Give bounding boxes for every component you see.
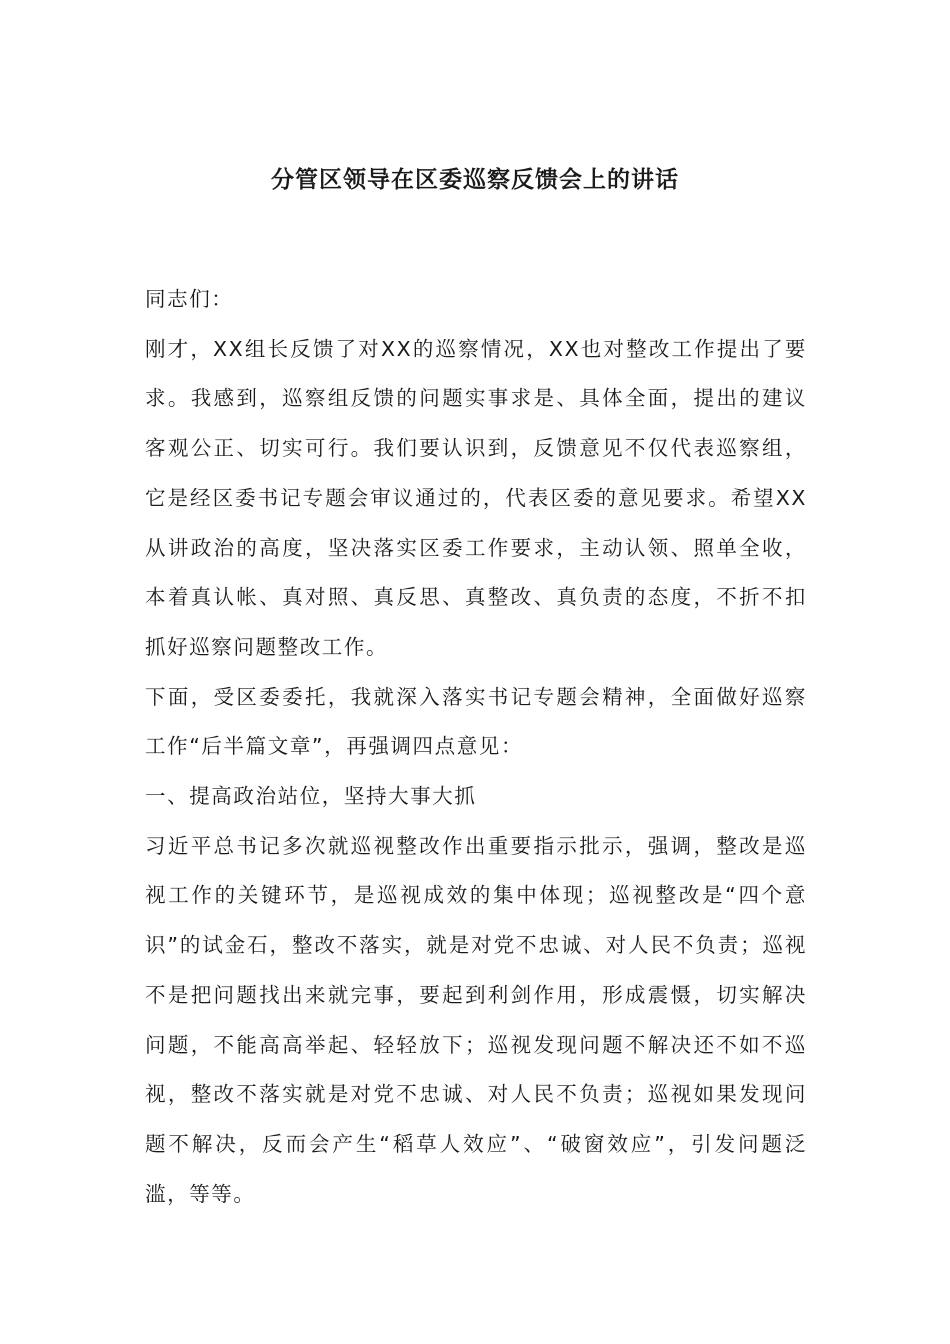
intro-paragraph: 下面，受区委委托，我就深入落实书记专题会精神，全面做好巡察工作“后半篇文章”，再强调四点意见： bbox=[145, 684, 807, 759]
salutation-paragraph: 同志们： bbox=[145, 287, 234, 311]
document-body bbox=[145, 275, 807, 1219]
section-1-paragraph: 习近平总书记多次就巡视整改作出重要指示批示，强调，整改是巡视工作的关键环节，是巡视成效的集中体现；巡视整改是“四个意识”的试金石，整改不落实，就是对党不忠诚、对人民不负责；巡视不是把问题找出来就完事，要起到利剑作用，形成震慑，切实解决问题，不能高高举起、轻轻放下；巡视发现问题不解决还不如不巡视，整改不落实就是对党不忠诚、对人民不负责；巡视如果发现问题不解决，反而会产生“稻草人效应”、“破窗效应”，引发问题泛滥，等等。 bbox=[145, 833, 807, 1206]
opening-paragraph: 刚才，XX组长反馈了对XX的巡察情况，XX也对整改工作提出了要求。我感到，巡察组反馈的问题实事求是、具体全面，提出的建议客观公正、切实可行。我们要认识到，反馈意见不仅代表巡察组，它是经区委书记专题会审议通过的，代表区委的意见要求。希望XX从讲政治的高度，坚决落实区委工作要求，主动认领、照单全收，本着真认帐、真对照、真反思、真整改、真负责的态度，不折不扣抓好巡察问题整改工作。 bbox=[145, 336, 807, 659]
section-heading-1: 一、提高政治站位，坚持大事大抓 bbox=[145, 784, 477, 809]
document-title: 分管区领导在区委巡察反馈会上的讲话 bbox=[271, 166, 679, 193]
